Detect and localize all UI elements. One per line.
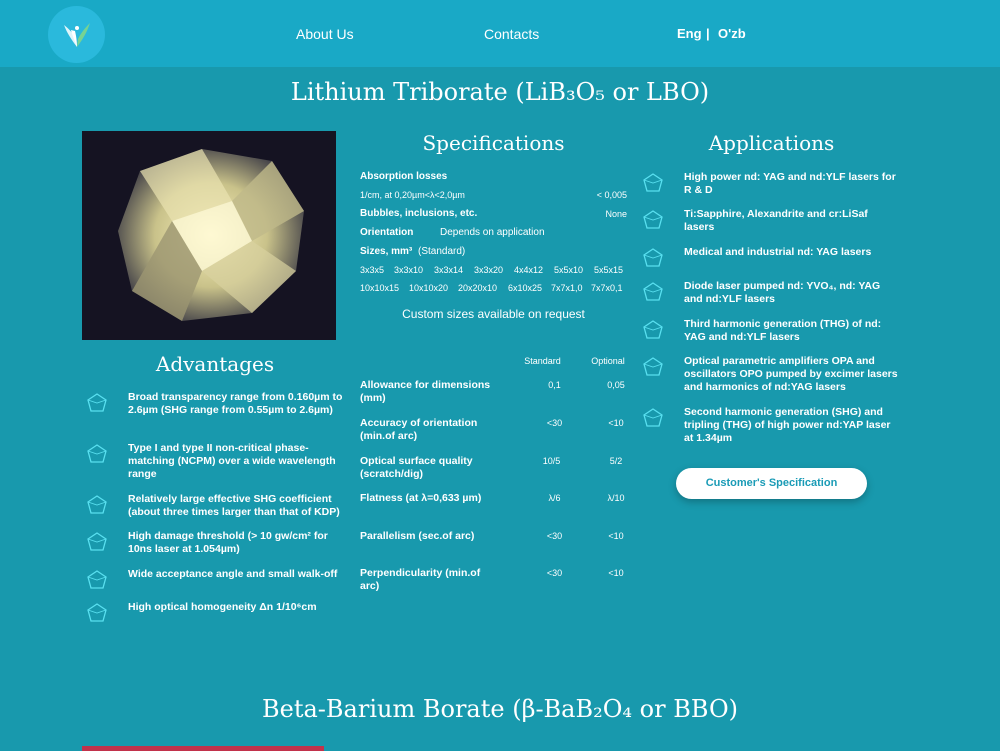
spec-bubbles-label: Bubbles, inclusions, etc. <box>360 208 478 219</box>
application-item <box>642 208 900 234</box>
size-value: 20x20x10 <box>458 283 498 293</box>
size-value: 4x4x12 <box>514 265 544 275</box>
advantages-heading: Advantages <box>155 352 275 376</box>
pentagon-gem-icon <box>642 407 664 429</box>
pentagon-gem-icon <box>642 281 664 303</box>
advantage-item <box>86 568 346 591</box>
spec-bubbles-value: None <box>605 209 627 219</box>
advantage-text: High optical homogeneity Δn 1/10⁶cm <box>128 601 317 613</box>
size-value: 5x5x15 <box>594 265 624 275</box>
table-row-label: Accuracy of orientation (min.of arc) <box>360 417 478 442</box>
advantage-item <box>86 530 346 556</box>
spec-orientation-label: Orientation <box>360 227 414 238</box>
table-cell-standard: 10/5 <box>542 456 561 466</box>
product-image <box>82 131 336 340</box>
table-cell-optional: <10 <box>608 418 624 428</box>
size-value: 7x7x1,0 <box>551 283 583 293</box>
application-item <box>642 318 900 344</box>
nav-contacts[interactable]: Contacts <box>484 26 540 42</box>
customer-specification-button[interactable]: Customer's Specification <box>676 468 867 499</box>
pentagon-gem-icon <box>86 443 108 465</box>
application-text: Ti:Sapphire, Alexandrite and cr:LiSaf lasers <box>684 208 868 233</box>
size-value: 3x3x10 <box>394 265 424 275</box>
table-cell-optional: 5/2 <box>609 456 623 466</box>
table-cell-standard: λ/6 <box>548 493 561 503</box>
application-text: Third harmonic generation (THG) of nd: YAG and nd:YLF lasers <box>684 318 882 343</box>
size-value: 7x7x0,1 <box>591 283 623 293</box>
lang-separator: | <box>706 26 710 41</box>
bird-logo-icon <box>59 17 95 53</box>
table-row-label: Parallelism (sec.of arc) <box>360 530 475 542</box>
custom-sizes-note: Custom sizes available on request <box>402 307 585 321</box>
logo[interactable] <box>48 6 105 63</box>
size-value: 10x10x20 <box>409 283 449 293</box>
application-item <box>642 355 900 394</box>
size-value: 6x10x25 <box>508 283 543 293</box>
pentagon-gem-icon <box>86 494 108 516</box>
table-cell-optional: 0,05 <box>607 380 625 390</box>
table-row-label: Perpendicularity (min.of arc) <box>360 567 481 592</box>
specifications-heading: Specifications <box>422 131 565 155</box>
pentagon-gem-icon <box>86 602 108 624</box>
table-cell-standard: <30 <box>546 568 563 578</box>
applications-heading: Applications <box>708 131 835 155</box>
table-cell-optional: <10 <box>608 568 624 578</box>
pentagon-gem-icon <box>642 172 664 194</box>
application-item <box>642 406 900 445</box>
size-value: 3x3x20 <box>474 265 504 275</box>
spec-absorption-cond: 1/cm, at 0,20µm<λ<2,0µm <box>360 190 465 200</box>
size-value: 3x3x5 <box>360 265 385 275</box>
advantage-item <box>86 391 346 417</box>
advantage-text: Type I and type II non-critical phase-matching (NCPM) over a wide wavelength range <box>128 442 336 480</box>
nav-about-us[interactable]: About Us <box>296 26 354 42</box>
table-header-optional: Optional <box>591 356 625 366</box>
advantage-item <box>86 493 346 519</box>
application-item <box>642 280 900 306</box>
application-text: Optical parametric amplifiers OPA and oscillators OPO pumped by excimer lasers and harmonics of nd:YAG lasers <box>684 355 898 393</box>
advantage-text: Broad transparency range from 0.160µm to 2.6µm (SHG range from 0.55µm to 2.6µm) <box>128 391 343 416</box>
pentagon-gem-icon <box>642 209 664 231</box>
application-text: Medical and industrial nd: YAG lasers <box>684 246 872 258</box>
pentagon-gem-icon <box>642 247 664 269</box>
pentagon-gem-icon <box>642 319 664 341</box>
table-row-label: Allowance for dimensions (mm) <box>360 379 491 404</box>
lang-eng[interactable]: Eng <box>677 26 702 41</box>
pentagon-gem-icon <box>86 392 108 414</box>
header-bar <box>0 0 1000 67</box>
pentagon-gem-icon <box>86 569 108 591</box>
next-product-image <box>82 746 324 751</box>
lang-uzb[interactable]: O'zb <box>718 26 746 41</box>
spec-sizes-note: (Standard) <box>418 246 466 257</box>
size-value: 5x5x10 <box>554 265 584 275</box>
advantage-text: Wide acceptance angle and small walk-off <box>128 568 338 580</box>
table-cell-optional: <10 <box>608 531 624 541</box>
table-cell-standard: <30 <box>546 418 563 428</box>
application-text: Diode laser pumped nd: YVO₄, nd: YAG and nd:YLF lasers <box>684 280 881 305</box>
spec-absorption-label: Absorption losses <box>360 171 448 182</box>
spec-orientation-value: Depends on application <box>440 227 545 238</box>
application-text: Second harmonic generation (SHG) and tripling (THG) of high power nd:YAP laser at 1.34µm <box>684 406 891 444</box>
application-text: High power nd: YAG and nd:YLF lasers for R & D <box>684 171 896 196</box>
advantage-text: Relatively large effective SHG coefficient (about three times larger than that of KDP) <box>128 493 340 518</box>
table-cell-standard: 0,1 <box>548 380 561 390</box>
advantage-item <box>86 442 346 481</box>
pentagon-gem-icon <box>86 531 108 553</box>
table-row-label: Flatness (at λ=0,633 µm) <box>360 492 482 504</box>
size-value: 10x10x15 <box>360 283 400 293</box>
table-cell-optional: λ/10 <box>607 493 625 503</box>
page-title: Lithium Triborate (LiB₃O₅ or LBO) <box>290 78 710 106</box>
table-cell-standard: <30 <box>546 531 563 541</box>
table-row-label: Optical surface quality (scratch/dig) <box>360 455 473 480</box>
advantage-text: High damage threshold (> 10 gw/cm² for 10ns laser at 1.054µm) <box>128 530 328 555</box>
table-header-standard: Standard <box>524 356 561 366</box>
spec-sizes-label: Sizes, mm³ <box>360 246 413 257</box>
application-item <box>642 246 900 269</box>
next-product-title: Beta-Barium Borate (β-BaB₂O₄ or BBO) <box>262 695 738 723</box>
advantage-item <box>86 601 346 624</box>
pentagon-gem-icon <box>642 356 664 378</box>
size-value: 3x3x14 <box>434 265 464 275</box>
spec-absorption-value: < 0,005 <box>596 190 627 200</box>
application-item <box>642 171 900 197</box>
